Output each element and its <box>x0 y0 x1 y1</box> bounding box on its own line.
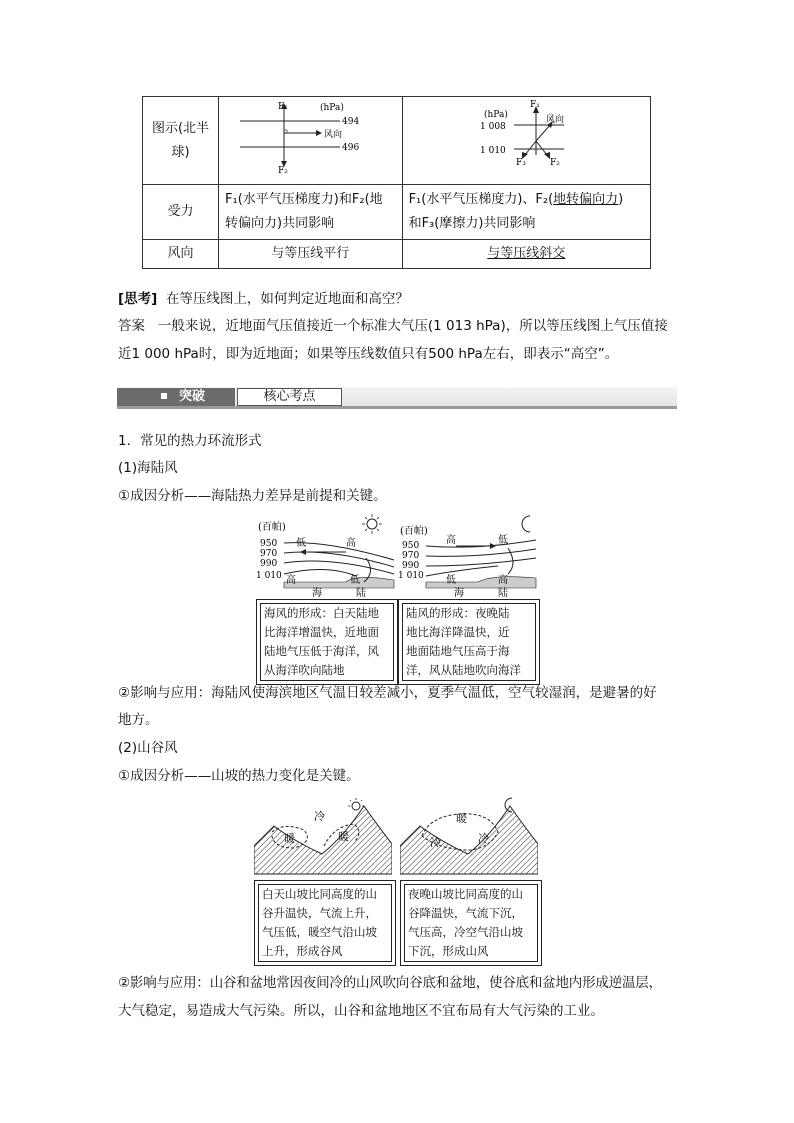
diagram-oblique <box>402 97 650 185</box>
wind-oblique: 与等压线斜交 <box>402 240 650 269</box>
think-label: [思考] <box>118 291 158 307</box>
think-answer-line1: 答案 一般来说，近地面气压值接近一个标准大气压(1 013 hPa)，所以等压线图上气压值接 <box>118 318 668 334</box>
svg-text:冷: 冷 <box>314 810 325 823</box>
svg-text:低: 低 <box>498 535 508 546</box>
svg-text:冷: 冷 <box>430 836 441 849</box>
isobar-parallel-diagram <box>220 97 400 175</box>
unit-label: (hPa) <box>320 103 345 113</box>
svg-text:高: 高 <box>446 535 456 546</box>
svg-text:(百帕): (百帕) <box>400 526 428 537</box>
svg-text:(百帕): (百帕) <box>258 522 286 533</box>
svg-text:高: 高 <box>286 575 296 586</box>
mountain-breeze-diagram <box>400 796 538 876</box>
svg-text:950: 950 <box>260 539 278 549</box>
svg-text:1 010: 1 010 <box>398 571 424 581</box>
mountain-valley-cause: ①成因分析——山坡的热力变化是关键。 <box>118 768 360 784</box>
f3-label-r: F₃ <box>516 158 527 168</box>
sea-breeze-box: 海风的形成：白天陆地 比海洋增温快，近地面 陆地气压低于海洋，风 从海洋吹向陆地 <box>256 599 398 685</box>
svg-text:海: 海 <box>312 588 322 598</box>
sea-breeze-diagram <box>256 512 396 598</box>
sea-land-effect-line1: ②影响与应用：海陆风使海滨地区气温日较差减小，夏季气温低，空气较湿润，是避暑的好 <box>118 685 657 701</box>
force-right-line1: F₁(水平气压梯度力)、F₂(地转偏向力) <box>408 192 624 207</box>
isobar-496: 496 <box>342 143 360 153</box>
svg-text:海: 海 <box>454 588 464 598</box>
svg-text:暖: 暖 <box>456 812 467 825</box>
think-question: [思考] 在等压线图上，如何判定近地面和高空？ <box>118 291 409 307</box>
svg-text:950: 950 <box>402 541 420 551</box>
svg-text:970: 970 <box>402 551 420 561</box>
mountain-effect-line1: ②影响与应用：山谷和盆地常因夜间冷的山风吹向谷底和盆地，使谷底和盆地内形成逆温层， <box>118 975 662 991</box>
banner-left: 突破 <box>179 389 206 404</box>
svg-text:冷: 冷 <box>478 832 489 845</box>
section-banner <box>117 387 677 409</box>
row-label-force: 受力 <box>143 185 219 240</box>
svg-text:低: 低 <box>446 575 456 586</box>
f2-label-r: F₂ <box>550 158 561 168</box>
force-right-line2: 和F₃(摩擦力)共同影响 <box>408 216 536 231</box>
svg-text:高: 高 <box>346 538 356 549</box>
isobar-494: 494 <box>342 117 360 127</box>
wind-label: 风向 <box>324 130 343 140</box>
sub-sea-land: (1)海陆风 <box>118 460 178 476</box>
svg-text:暖: 暖 <box>338 830 349 843</box>
force-left-line1: F₁(水平气压梯度力)和F₂(地 <box>225 192 383 207</box>
mountain-breeze-box: 夜晚山坡比同高度的山 谷降温快，气流下沉， 气压高，冷空气沿山坡 下沉，形成山风 <box>400 880 542 966</box>
f2-label: F₂ <box>278 166 289 175</box>
think-answer-line2: 近1 000 hPa时，即为近地面；如果等压线数值只有500 hPa左右，即表示“高空”。 <box>118 346 619 362</box>
valley-breeze-box: 白天山坡比同高度的山 谷升温快，气流上升， 气压低，暖空气沿山坡 上升，形成谷风 <box>254 880 396 966</box>
svg-text:低: 低 <box>350 575 360 586</box>
unit-label-r: (hPa) <box>484 110 509 120</box>
mountain-effect-line2: 大气稳定，易造成大气污染。所以，山谷和盆地地区不宜布局有大气污染的工业。 <box>118 1003 604 1019</box>
force-friction <box>402 185 650 240</box>
svg-text:970: 970 <box>260 549 278 559</box>
isobar-1008: 1 008 <box>480 122 507 132</box>
valley-breeze-diagram <box>254 796 392 876</box>
f1-label: F₁ <box>278 102 289 112</box>
svg-text:高: 高 <box>498 575 508 586</box>
isobar-oblique-diagram <box>404 97 648 175</box>
svg-text:陆: 陆 <box>498 588 508 598</box>
wind-parallel: 与等压线平行 <box>219 240 403 269</box>
svg-text:990: 990 <box>402 561 420 571</box>
land-breeze-diagram <box>398 512 538 598</box>
answer-label: 答案 <box>118 318 145 334</box>
svg-text:暖: 暖 <box>284 832 295 845</box>
row-label-diagram: 图示(北半球) <box>143 97 219 185</box>
row-label-wind: 风向 <box>143 240 219 269</box>
force-table <box>142 96 651 269</box>
svg-text:1 010: 1 010 <box>256 571 282 581</box>
force-left-line2: 转偏向力)共同影响 <box>225 216 335 231</box>
sea-land-cause: ①成因分析——海陆热力差异是前提和关键。 <box>118 488 387 504</box>
svg-text:990: 990 <box>260 559 278 569</box>
section-title: 1．常见的热力环流形式 <box>118 433 262 449</box>
force-geostrophic <box>219 185 403 240</box>
sea-land-effect-line2: 地方。 <box>118 712 159 728</box>
wind-label-r: 风向 <box>546 115 565 125</box>
diagram-parallel <box>219 97 403 185</box>
sub-mountain-valley: (2)山谷风 <box>118 740 178 756</box>
banner-right: 核心考点 <box>237 388 342 406</box>
land-breeze-box: 陆风的形成：夜晚陆 地比海洋降温快，近 地面陆地气压高于海 洋，风从陆地吹向海洋 <box>398 599 540 685</box>
svg-text:低: 低 <box>296 538 306 549</box>
f1-label-r: F₁ <box>530 100 541 110</box>
svg-text:陆: 陆 <box>356 588 366 598</box>
isobar-1010: 1 010 <box>480 146 507 156</box>
